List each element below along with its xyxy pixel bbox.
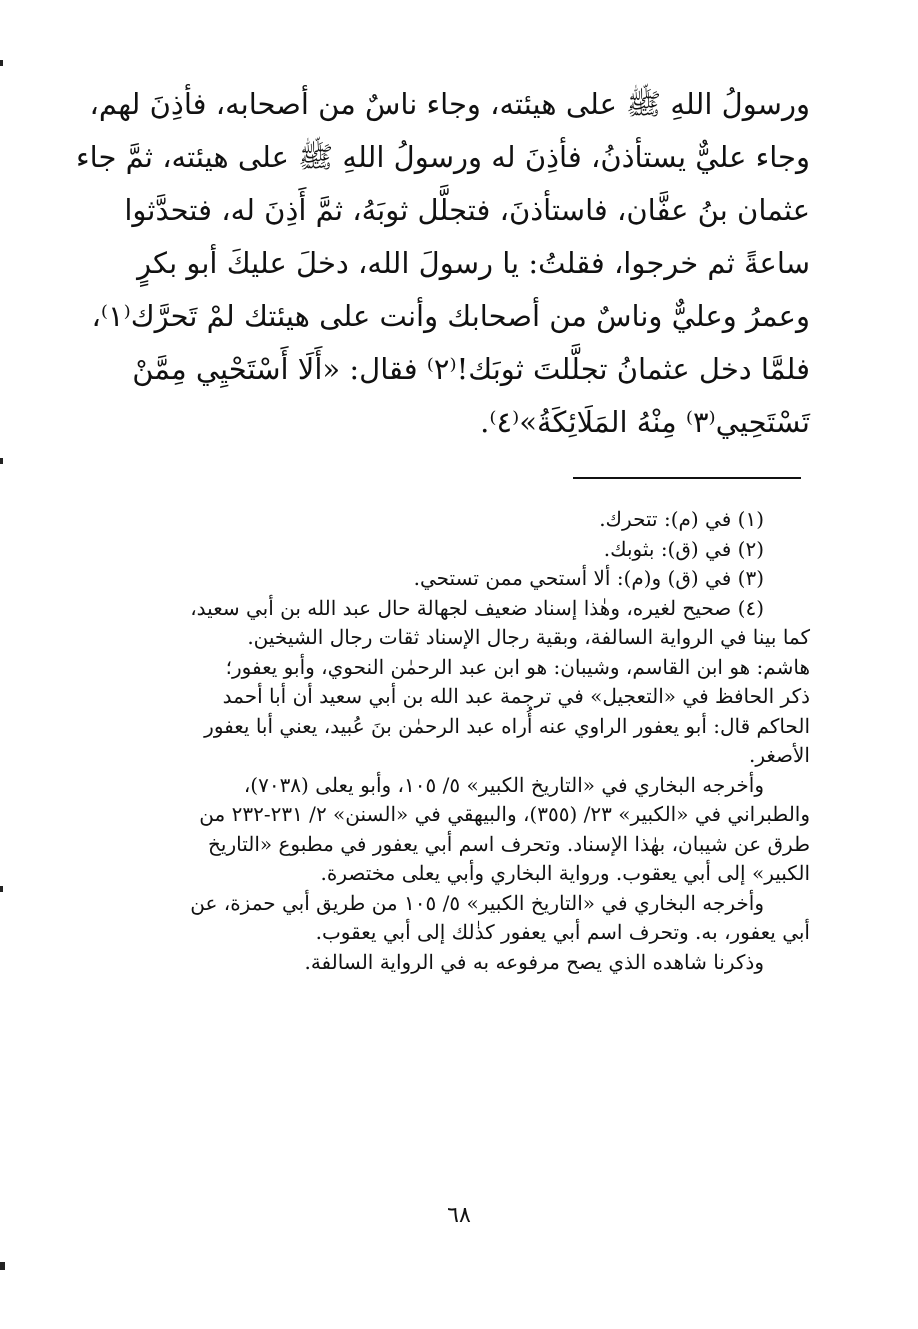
footnote-line: وأخرجه البخاري في «التاريخ الكبير» ٥/ ١٠٥، وأبو يعلى (٧٠٣٨)، xyxy=(243,772,764,797)
footnote-line: (٢) في (ق): بثوبك. xyxy=(603,536,764,561)
footnote-line: أبي يعفور، به. وتحرف اسم أبي يعفور كذٰلك إلى أبي يعقوب. xyxy=(315,920,810,944)
main-text-line: فلمَّا دخل عثمانُ تجلَّلتَ ثوبَك!⁽٢⁾ فقال: «أَلَا أَسْتَحْيِي مِمَّنْ xyxy=(132,352,810,386)
scan-margin-mark xyxy=(0,886,3,892)
main-text-line: وعمرُ وعليٌّ وناسٌ من أصحابك وأنت على هيئتك لمْ تَحرَّك⁽١⁾، xyxy=(91,299,810,333)
footnote-separator xyxy=(573,477,801,479)
footnote-line: ذكر الحافظ في «التعجيل» في ترجمة عبد الله بن أبي سعيد أن أبا أحمد xyxy=(222,684,810,708)
footnote-line: (٣) في (ق) و(م): ألا أستحي ممن تستحي. xyxy=(413,566,764,590)
footnote-line: الكبير» إلى أبي يعقوب. ورواية البخاري وأبي يعلى مختصرة. xyxy=(320,861,810,885)
footnote-line: هاشم: هو ابن القاسم، وشيبان: هو ابن عبد الرحمٰن النحوي، وأبو يعفور؛ xyxy=(225,654,810,679)
footnote-line: الأصغر. xyxy=(749,743,810,767)
footnote-line: والطبراني في «الكبير» ٢٣/ (٣٥٥)، والبيهقي في «السنن» ٢/ ٢٣١-٢٣٢ من xyxy=(199,802,810,826)
main-text-line: تَسْتَحِيي⁽٣⁾ مِنْهُ المَلَائِكَةُ»⁽٤⁾. xyxy=(480,405,810,439)
footnote-line: الحاكم قال: أبو يعفور الراوي عنه أُراه عبد الرحمٰن بنَ عُبيد، يعني أبا يعفور xyxy=(204,713,810,738)
footnote-line: وذكرنا شاهده الذي يصح مرفوعه به في الرواية السالفة. xyxy=(304,949,764,974)
main-text-line: ورسولُ اللهِ ﷺ على هيئته، وجاء ناسٌ من أصحابه، فأذِنَ لهم، xyxy=(89,87,810,121)
footnotes-block xyxy=(100,505,810,977)
main-text-line: عثمان بنُ عفَّان، فاستأذنَ، فتجلَّل ثوبَهُ، ثمَّ أَذِنَ له، فتحدَّثوا xyxy=(124,193,810,227)
footnote-line: (١) في (م): تتحرك. xyxy=(599,507,764,531)
footnote-line: (٤) صحيح لغيره، وهٰذا إسناد ضعيف لجهالة حال عبد الله بن أبي سعيد، xyxy=(190,595,764,620)
main-text-line: وجاء عليٌّ يستأذنُ، فأذِنَ له ورسولُ اللهِ ﷺ على هيئته، ثمَّ جاء xyxy=(75,140,810,174)
main-text-block xyxy=(75,78,810,449)
scan-margin-mark xyxy=(0,60,3,66)
footnote-line: طرق عن شيبان، بهٰذا الإسناد. وتحرف اسم أبي يعفور في مطبوع «التاريخ xyxy=(207,831,810,856)
page-number: ٦٨ xyxy=(447,1203,471,1228)
footnote-line: وأخرجه البخاري في «التاريخ الكبير» ٥/ ١٠٥ من طريق أبي حمزة، عن xyxy=(190,890,764,915)
scan-margin-mark xyxy=(0,1262,5,1270)
main-text-line: ساعةً ثم خرجوا، فقلتُ: يا رسولَ الله، دخلَ عليكَ أبو بكرٍ xyxy=(137,246,810,280)
scan-margin-mark xyxy=(0,458,3,464)
footnote-line: كما بينا في الرواية السالفة، وبقية رجال الإسناد ثقات رجال الشيخين. xyxy=(247,625,810,649)
